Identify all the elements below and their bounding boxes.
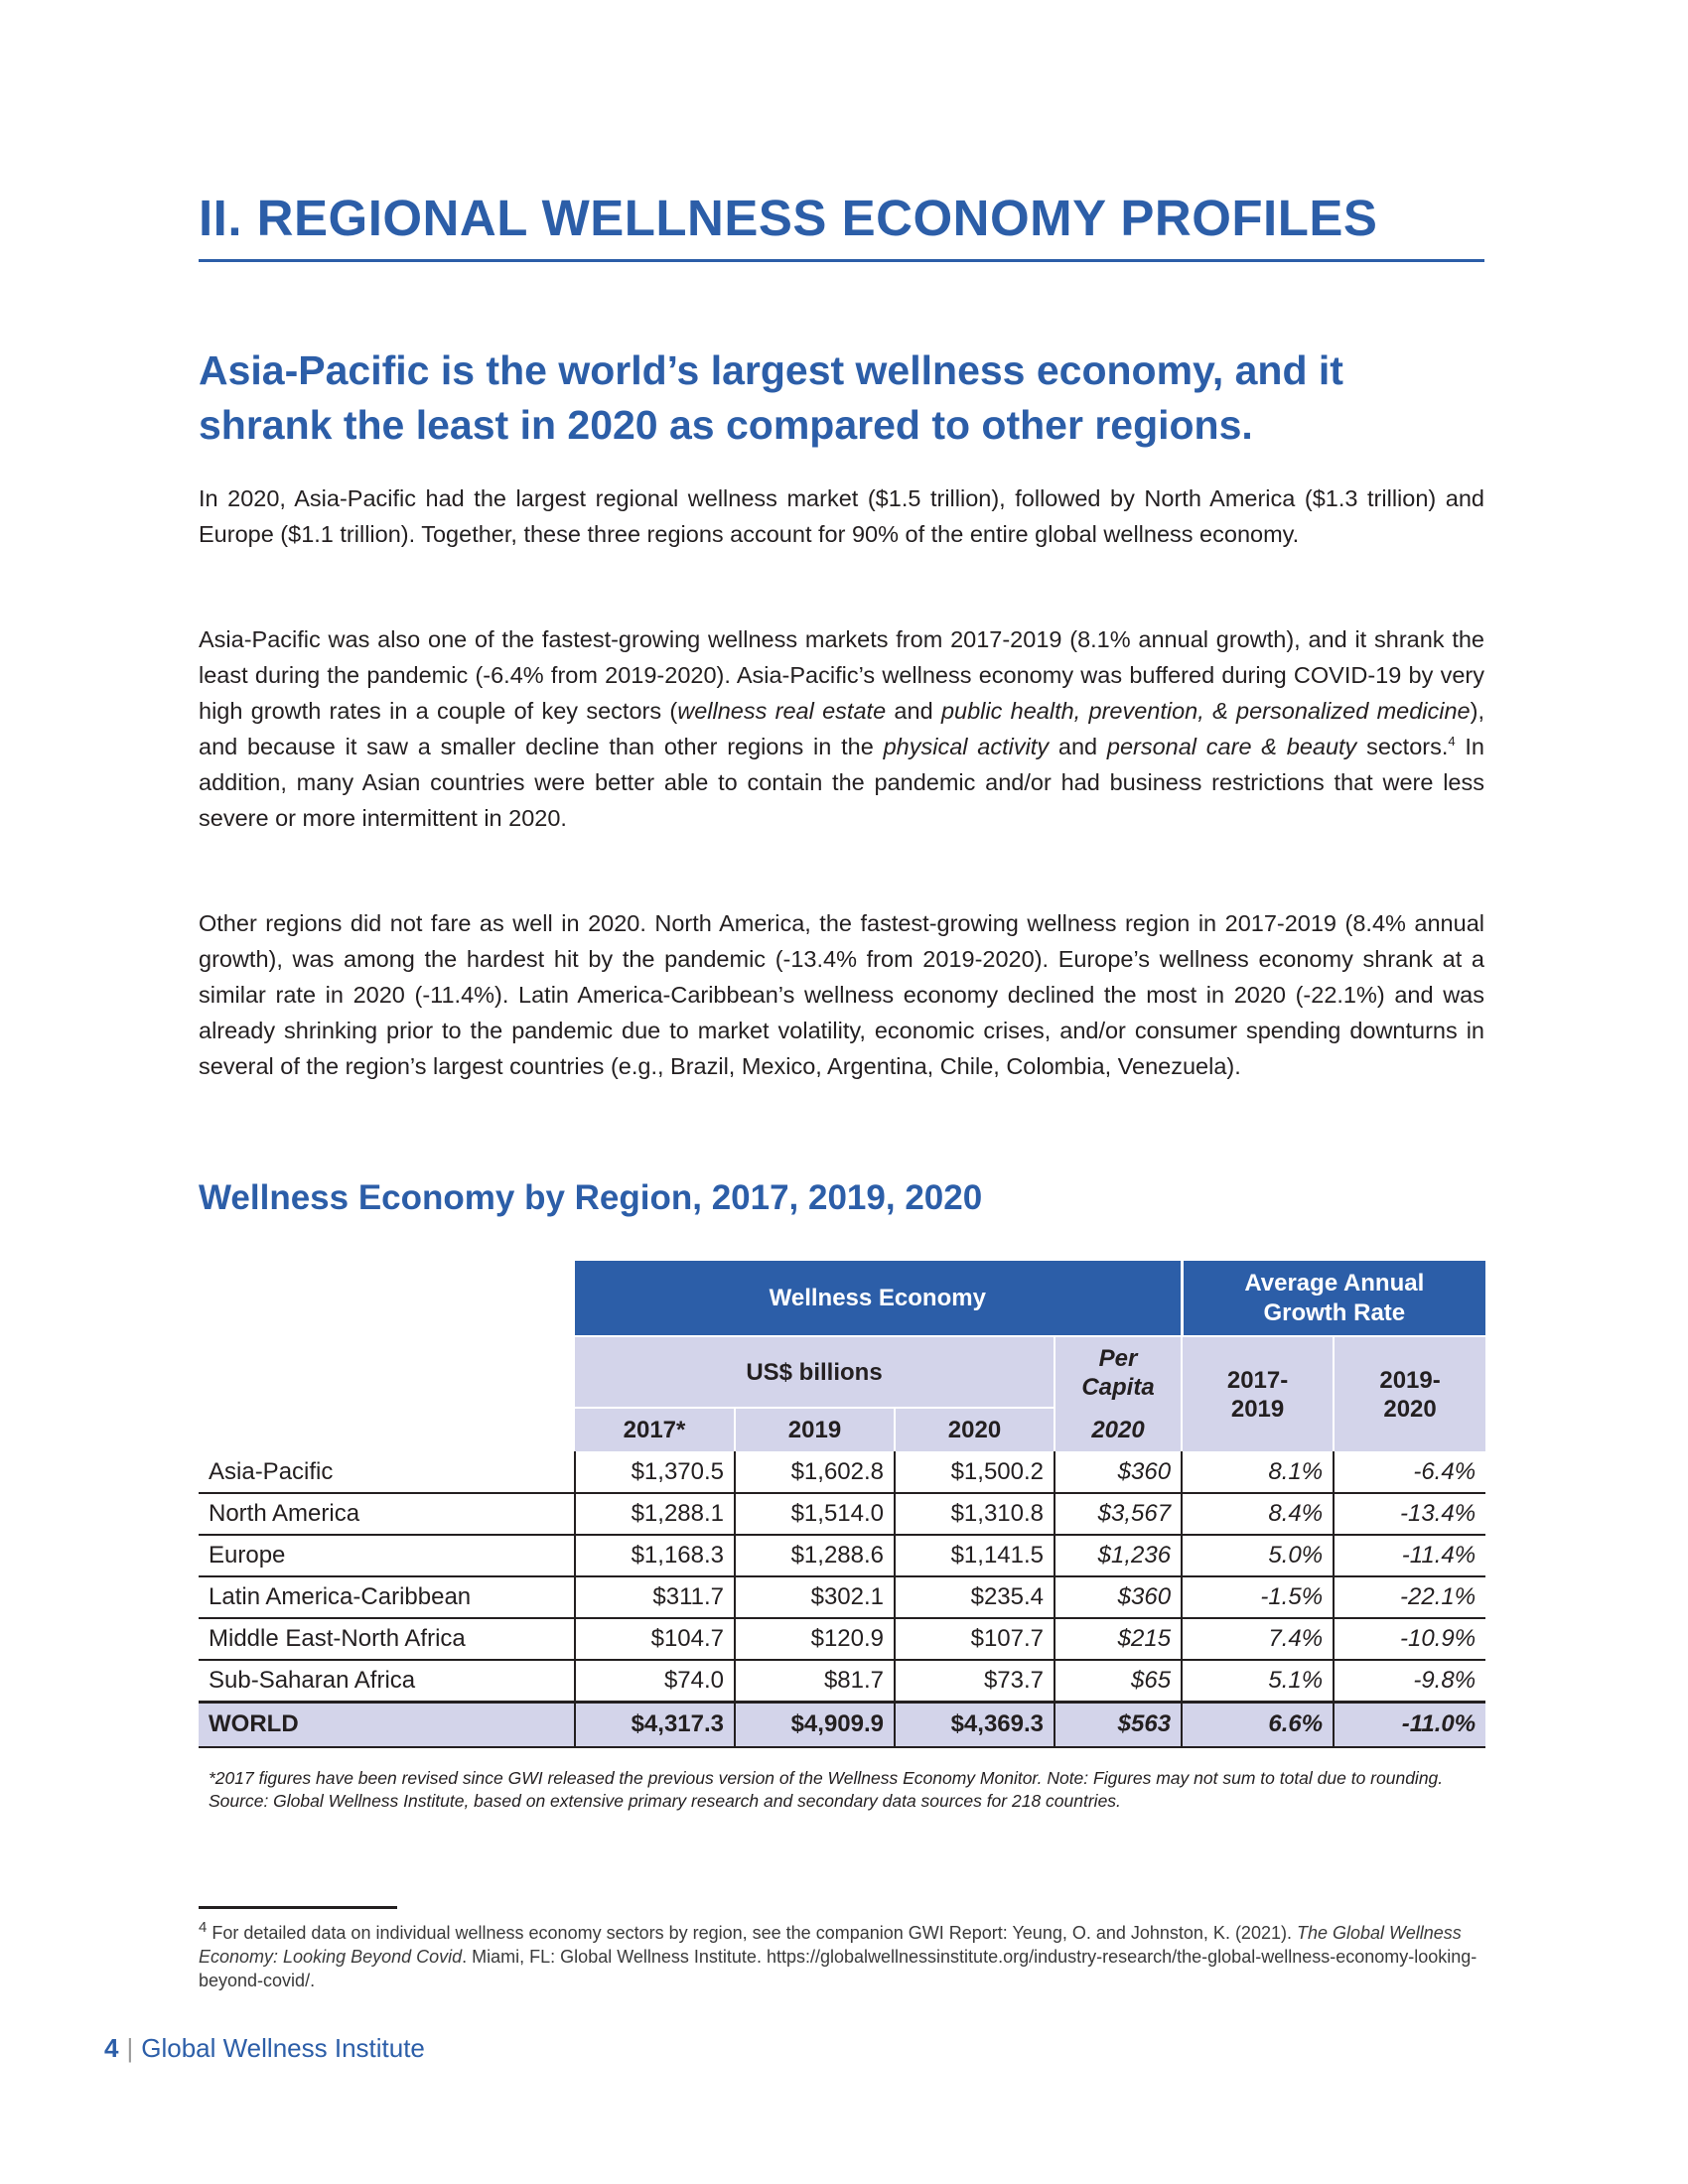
region-name: Latin America-Caribbean [199, 1576, 575, 1618]
value-2019: $4,909.9 [735, 1702, 895, 1747]
header-blank [199, 1261, 575, 1336]
page-footer [104, 2033, 425, 2064]
page-number: 4 [104, 2033, 119, 2063]
value-2017: $4,317.3 [575, 1702, 735, 1747]
growth-2019-2020: -11.4% [1334, 1535, 1485, 1576]
footnote-number: 4 [199, 1919, 208, 1936]
value-2017: $1,168.3 [575, 1535, 735, 1576]
growth-2019-2020: -11.0% [1334, 1702, 1485, 1747]
table-note: *2017 figures have been revised since GWI released the previous version of the Wellness Economy Monitor. Note: Figures may not sum to total due to rounding. Source: Global Wellness Institute, based on extensive primary research and secondary data sources for 218 countries. [209, 1768, 1444, 1811]
footer-separator: | [126, 2033, 134, 2063]
header-growth-2019-2020 [1334, 1336, 1485, 1451]
header-per-capita-year: 2020 [1055, 1408, 1182, 1451]
table-row [199, 1493, 1485, 1535]
growth-2017-2019: 5.0% [1182, 1535, 1334, 1576]
footnote [199, 1916, 1484, 1992]
header-per-line-1: Per [1098, 1344, 1138, 1372]
header-wellness-economy: Wellness Economy [575, 1261, 1182, 1336]
per-capita-value: $360 [1055, 1576, 1182, 1618]
header-col-2017: 2017* [575, 1408, 735, 1451]
world-total-row [199, 1702, 1485, 1747]
growth-2017-2019: 7.4% [1182, 1618, 1334, 1660]
header-g1-line-1: 2017- [1226, 1366, 1289, 1394]
headline-line-2: shrank the least in 2020 as compared to other regions. [199, 402, 1253, 448]
value-2019: $1,602.8 [735, 1451, 895, 1493]
header-g1-line-2: 2019 [1230, 1395, 1285, 1423]
footnote-report-title: The Global Wellness Economy: Looking Beyond Covid [199, 1923, 1462, 1967]
header-growth-rate [1182, 1261, 1485, 1336]
value-2019: $1,288.6 [735, 1535, 895, 1576]
per-capita-value: $360 [1055, 1451, 1182, 1493]
per-capita-value: $65 [1055, 1660, 1182, 1702]
section-title: II. REGIONAL WELLNESS ECONOMY PROFILES [199, 189, 1484, 262]
footnote-text-2: . Miami, FL: Global Wellness Institute. https://globalwellnessinstitute.org/industry-research/the-global-wellness-economy-looking-beyond-covid/. [199, 1947, 1477, 1990]
header-growth-line-2: Growth Rate [1263, 1298, 1406, 1326]
region-name: Europe [199, 1535, 575, 1576]
para2-text-3: ), and because it saw a smaller decline than other regions in the [199, 698, 1484, 759]
value-2017: $1,370.5 [575, 1451, 735, 1493]
value-2020: $235.4 [895, 1576, 1055, 1618]
value-2017: $1,288.1 [575, 1493, 735, 1535]
para2-text-6: In addition, many Asian countries were better able to contain the pandemic and/or had business restrictions that were less severe or more intermittent in 2020. [199, 734, 1484, 831]
wellness-economy-table [199, 1261, 1485, 1748]
paragraph-1: In 2020, Asia-Pacific had the largest regional wellness market ($1.5 trillion), followed by North America ($1.3 trillion) and Europe ($1.1 trillion). Together, these three regions account for 90% of the entire global wellness economy. [199, 485, 1484, 547]
footnote-ref: 4 [1448, 734, 1456, 750]
growth-2019-2020: -22.1% [1334, 1576, 1485, 1618]
para2-text-1: Asia-Pacific was also one of the fastest-growing wellness markets from 2017-2019 (8.1% annual growth), and it shrank the least during the pandemic (-6.4% from 2019-2020). Asia-Pacific’s wellness economy was buffered during COVID-19 by very high growth rates in a couple of key sectors ( [199, 626, 1484, 724]
value-2019: $120.9 [735, 1618, 895, 1660]
table-row [199, 1535, 1485, 1576]
region-name: Sub-Saharan Africa [199, 1660, 575, 1702]
growth-2019-2020: -10.9% [1334, 1618, 1485, 1660]
value-2019: $81.7 [735, 1660, 895, 1702]
table-row [199, 1618, 1485, 1660]
table-row [199, 1451, 1485, 1493]
value-2017: $74.0 [575, 1660, 735, 1702]
para2-text-2: and [886, 698, 941, 724]
value-2019: $302.1 [735, 1576, 895, 1618]
header-col-2020: 2020 [895, 1408, 1055, 1451]
header-blank [199, 1408, 575, 1451]
value-2017: $311.7 [575, 1576, 735, 1618]
footer-org: Global Wellness Institute [141, 2033, 425, 2063]
growth-2017-2019: 8.4% [1182, 1493, 1334, 1535]
headline [199, 343, 1489, 453]
per-capita-value: $1,236 [1055, 1535, 1182, 1576]
value-2020: $4,369.3 [895, 1702, 1055, 1747]
region-name: North America [199, 1493, 575, 1535]
value-2019: $1,514.0 [735, 1493, 895, 1535]
growth-2019-2020: -13.4% [1334, 1493, 1485, 1535]
growth-2017-2019: 6.6% [1182, 1702, 1334, 1747]
per-capita-value: $3,567 [1055, 1493, 1182, 1535]
growth-2017-2019: 8.1% [1182, 1451, 1334, 1493]
header-growth-2017-2019 [1182, 1336, 1334, 1451]
headline-line-1: Asia-Pacific is the world’s largest wellness economy, and it [199, 347, 1343, 393]
value-2020: $1,310.8 [895, 1493, 1055, 1535]
value-2020: $73.7 [895, 1660, 1055, 1702]
para2-italic-2: public health, prevention, & personalized medicine [940, 698, 1471, 724]
region-name: WORLD [199, 1702, 575, 1747]
per-capita-value: $215 [1055, 1618, 1182, 1660]
paragraph-3: Other regions did not fare as well in 2020. North America, the fastest-growing wellness region in 2017-2019 (8.4% annual growth), was among the hardest hit by the pandemic (-13.4% from 2019-2020). Europe’s wellness economy shrank at a similar rate in 2020 (-11.4%). Latin America-Caribbean’s wellness economy declined the most in 2020 (-22.1%) and was already shrinking prior to the pandemic due to market volatility, economic crises, and/or consumer spending downturns in several of the region’s largest countries (e.g., Brazil, Mexico, Argentina, Chile, Colombia, Venezuela). [199, 910, 1484, 1079]
table-row [199, 1660, 1485, 1702]
paragraph-2 [199, 621, 1484, 836]
region-name: Middle East-North Africa [199, 1618, 575, 1660]
header-blank [199, 1336, 575, 1408]
per-capita-value: $563 [1055, 1702, 1182, 1747]
growth-2017-2019: -1.5% [1182, 1576, 1334, 1618]
para2-italic-4: personal care & beauty [1106, 734, 1357, 759]
para2-text-5: sectors. [1356, 734, 1449, 759]
footnote-divider [199, 1906, 397, 1909]
header-col-2019: 2019 [735, 1408, 895, 1451]
para2-italic-1: wellness real estate [677, 698, 887, 724]
value-2020: $107.7 [895, 1618, 1055, 1660]
region-name: Asia-Pacific [199, 1451, 575, 1493]
table-title: Wellness Economy by Region, 2017, 2019, 2020 [199, 1178, 983, 1217]
header-per-line-2: Capita [1081, 1373, 1155, 1401]
growth-2019-2020: -6.4% [1334, 1451, 1485, 1493]
header-g2-line-1: 2019- [1379, 1366, 1441, 1394]
footnote-text-1: For detailed data on individual wellness economy sectors by region, see the companion GWI Report: Yeung, O. and Johnston, K. (2021). [207, 1923, 1297, 1943]
value-2020: $1,141.5 [895, 1535, 1055, 1576]
header-per-capita [1055, 1336, 1182, 1408]
value-2020: $1,500.2 [895, 1451, 1055, 1493]
header-usd-billions: US$ billions [575, 1336, 1055, 1408]
para2-italic-3: physical activity [883, 734, 1050, 759]
growth-2019-2020: -9.8% [1334, 1660, 1485, 1702]
para2-text-4: and [1049, 734, 1107, 759]
header-g2-line-2: 2020 [1383, 1395, 1437, 1423]
value-2017: $104.7 [575, 1618, 735, 1660]
table-row [199, 1576, 1485, 1618]
growth-2017-2019: 5.1% [1182, 1660, 1334, 1702]
header-growth-line-1: Average Annual [1244, 1269, 1425, 1297]
